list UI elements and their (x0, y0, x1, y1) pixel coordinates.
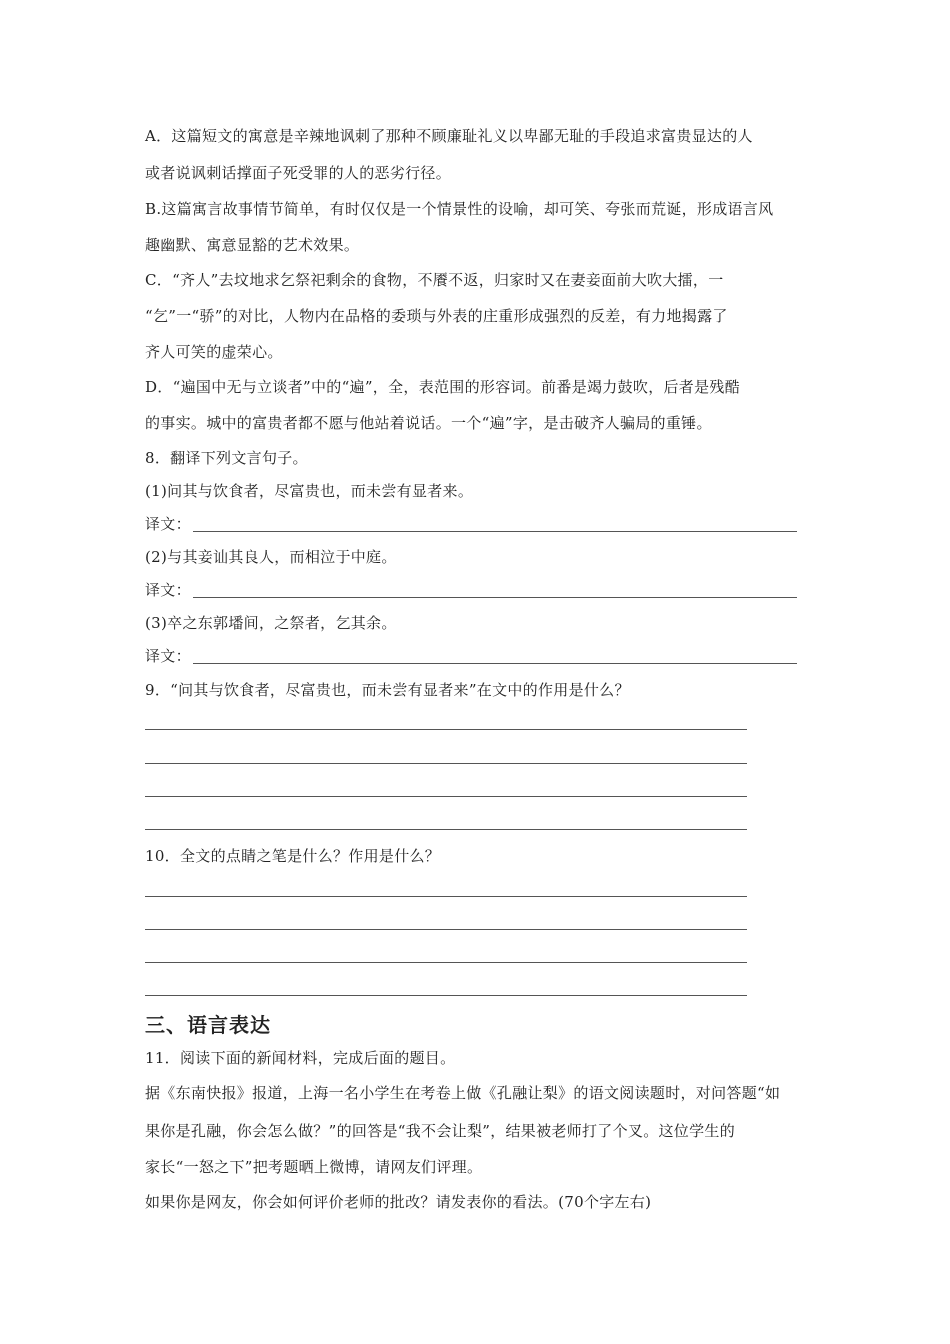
q8-sentence-2: (2)与其妾讪其良人，而相泣于中庭。 (145, 548, 397, 566)
q8-translation-label-1: 译文： (145, 515, 191, 533)
option-a-line-1: A．这篇短文的寓意是辛辣地讽刺了那种不顾廉耻礼义以卑鄙无耻的手段追求富贵显达的人 (145, 127, 753, 145)
q8-answer-line-3[interactable] (193, 663, 797, 664)
section-3-title: 三、语言表达 (145, 1013, 271, 1037)
option-a-line-2: 或者说讽刺话撑面子死受罪的人的恶劣行径。 (145, 164, 452, 182)
q9-answer-line-4[interactable] (145, 829, 747, 830)
q8-translation-label-3: 译文： (145, 647, 191, 665)
option-b-line-1: B.这篇寓言故事情节简单，有时仅仅是一个情景性的设喻，却可笑、夸张而荒诞，形成语言风 (145, 200, 774, 218)
q9-answer-line-2[interactable] (145, 763, 747, 764)
q10-answer-line-2[interactable] (145, 929, 747, 930)
option-b-line-2: 趣幽默、寓意显豁的艺术效果。 (145, 236, 360, 254)
question-11-stem: 11．阅读下面的新闻材料，完成后面的题目。 (145, 1049, 456, 1067)
question-10-stem: 10．全文的点睛之笔是什么？作用是什么？ (145, 847, 441, 865)
q8-sentence-1: (1)问其与饮食者，尽富贵也，而未尝有显者来。 (145, 482, 474, 500)
option-d-line-2: 的事实。城中的富贵者都不愿与他站着说话。一个“遍”字，是击破齐人骗局的重锤。 (145, 414, 712, 432)
q11-prompt: 如果你是网友，你会如何评价老师的批改？请发表你的看法。(70个字左右) (145, 1193, 652, 1211)
q9-answer-line-1[interactable] (145, 729, 747, 730)
option-c-line-1: C．“齐人”去坟地求乞祭祀剩余的食物，不餍不返，归家时又在妻妾面前大吹大擂，一 (145, 271, 724, 289)
question-8-stem: 8．翻译下列文言句子。 (145, 449, 308, 467)
q8-answer-line-1[interactable] (193, 531, 797, 532)
q11-material-line-3: 家长“一怒之下”把考题晒上微博，请网友们评理。 (145, 1158, 483, 1176)
option-c-line-3: 齐人可笑的虚荣心。 (145, 343, 283, 361)
q9-answer-line-3[interactable] (145, 796, 747, 797)
q10-answer-line-4[interactable] (145, 995, 747, 996)
question-9-stem: 9．“问其与饮食者，尽富贵也，而未尝有显者来”在文中的作用是什么？ (145, 681, 630, 699)
q11-material-line-2: 果你是孔融，你会怎么做？”的回答是“我不会让梨”，结果被老师打了个叉。这位学生的 (145, 1122, 736, 1140)
q10-answer-line-1[interactable] (145, 896, 747, 897)
q10-answer-line-3[interactable] (145, 962, 747, 963)
q8-translation-label-2: 译文： (145, 581, 191, 599)
option-d-line-1: D．“遍国中无与立谈者”中的“遍”，全，表范围的形容词。前番是竭力鼓吹，后者是残酷 (145, 378, 741, 396)
q8-sentence-3: (3)卒之东郭墦间，之祭者，乞其余。 (145, 614, 397, 632)
q8-answer-line-2[interactable] (193, 597, 797, 598)
option-c-line-2: “乞”一“骄”的对比，人物内在品格的委琐与外表的庄重形成强烈的反差，有力地揭露了 (145, 307, 728, 325)
q11-material-line-1: 据《东南快报》报道，上海一名小学生在考卷上做《孔融让梨》的语文阅读题时，对问答题“如 (145, 1084, 781, 1102)
